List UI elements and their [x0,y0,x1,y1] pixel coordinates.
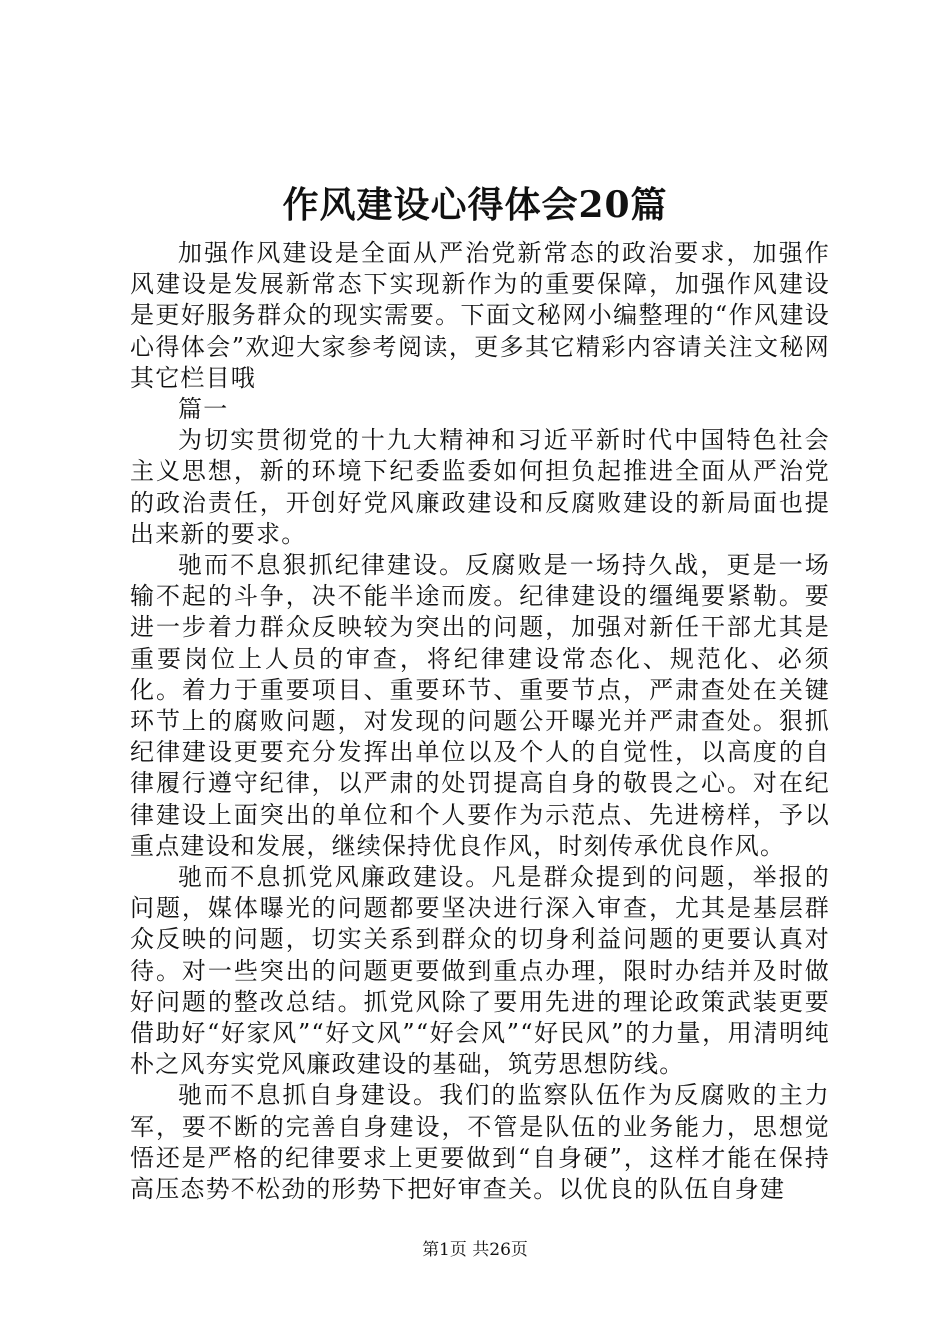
page-footer: 第1页 共26页 [422,1240,528,1260]
body-paragraph: 驰而不息狠抓纪律建设。反腐败是一场持久战，更是一场输不起的斗争，决不能半途而废。纪律建设的缰绳要紧勒。要进一步着力群众反映较为突出的问题，加强对新任干部尤其是重要岗位上人员的审查，将纪律建设常态化、规范化、必须化。着力于重要项目、重要环节、重要节点，严肃查处在关键环节上的腐败问题，对发现的问题公开曝光并严肃查处。狠抓纪律建设更要充分发挥出单位以及个人的自觉性，以高度的自律履行遵守纪律，以严肃的处罚提高自身的敬畏之心。对在纪律建设上面突出的单位和个人要作为示范点、先进榜样，予以重点建设和发展，继续保持优良作风，时刻传承优良作风。 [130,551,830,860]
document-title: 作风建设心得体会20篇 [282,184,668,226]
intro-paragraph: 加强作风建设是全面从严治党新常态的政治要求，加强作风建设是发展新常态下实现新作为的重要保障，加强作风建设是更好服务群众的现实需要。下面文秘网小编整理的“作风建设心得体会”欢迎大家参考阅读，更多其它精彩内容请关注文秘网其它栏目哦 [130,239,830,392]
body-paragraph: 为切实贯彻党的十九大精神和习近平新时代中国特色社会主义思想，新的环境下纪委监委如何担负起推进全面从严治党的政治责任，开创好党风廉政建设和反腐败建设的新局面也提出来新的要求。 [130,426,830,548]
body-paragraph: 驰而不息抓党风廉政建设。凡是群众提到的问题，举报的问题，媒体曝光的问题都要坚决进行深入审查，尤其是基层群众反映的问题，切实关系到群众的切身利益问题的更要认真对待。对一些突出的问题更要做到重点办理，限时办结并及时做好问题的整改总结。抓党风除了要用先进的理论政策武装更要借助好“好家风”“好文风”“好会风”“好民风”的力量，用清明纯朴之风夯实党风廉政建设的基础，筑劳思想防线。 [130,863,830,1079]
document-body [130,238,830,1205]
section-heading: 篇一 [178,395,229,424]
body-paragraph: 驰而不息抓自身建设。我们的监察队伍作为反腐败的主力军，要不断的完善自身建设，不管是队伍的业务能力，思想觉悟还是严格的纪律要求上更要做到“自身硬”，这样才能在保持高压态势不松劲的形势下把好审查关。以优良的队伍自身建 [130,1081,830,1204]
